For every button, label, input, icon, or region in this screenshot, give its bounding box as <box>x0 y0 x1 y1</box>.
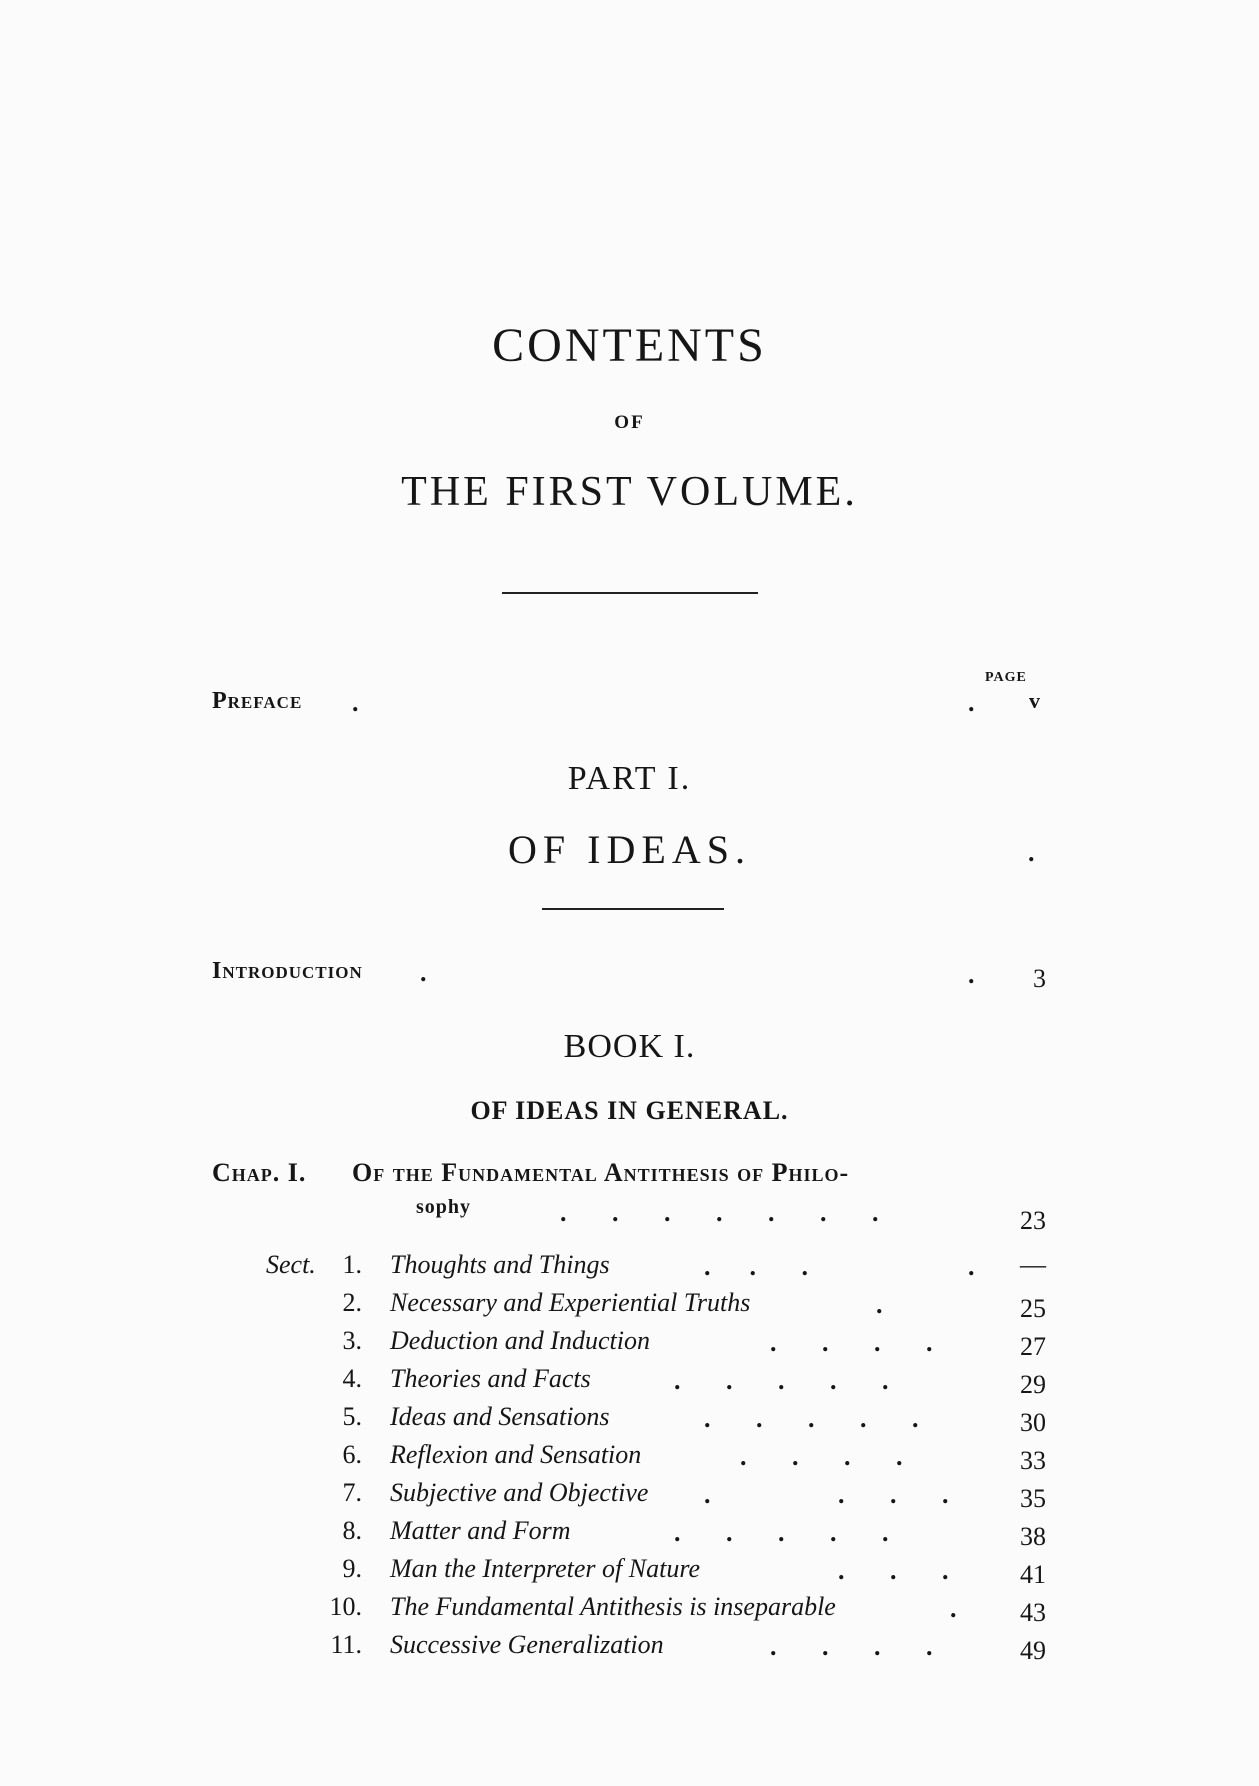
preface-label: Preface <box>212 688 303 714</box>
part-divider <box>542 908 724 910</box>
section-number: 8. <box>342 1516 362 1545</box>
section-leader-dots: . . . . . <box>704 1404 919 1433</box>
sect-label: Sect. <box>266 1250 316 1279</box>
section-leader-dots: . . . . <box>770 1328 933 1357</box>
section-page: 30 <box>1020 1408 1046 1437</box>
page-column-label: PAGE <box>985 670 1027 685</box>
section-leader-dots: . . . . . <box>674 1366 889 1395</box>
section-number: 7. <box>342 1478 362 1507</box>
section-leader-dots: . <box>950 1594 957 1623</box>
section-number: 3. <box>342 1326 362 1355</box>
chapter-title-continued: sophy <box>416 1196 472 1218</box>
section-title: Reflexion and Sensation <box>390 1440 642 1469</box>
section-number: 11. <box>330 1630 362 1659</box>
section-leader-dots: . . . . . <box>674 1518 889 1547</box>
section-number: 1. <box>342 1250 362 1279</box>
leader-dot: . <box>968 688 975 717</box>
section-title: Successive Generalization <box>390 1630 664 1659</box>
section-title: Necessary and Experiential Truths <box>390 1288 751 1317</box>
section-title: Thoughts and Things <box>390 1250 610 1279</box>
book-label: BOOK I. <box>563 1028 696 1065</box>
section-page: 29 <box>1020 1370 1046 1399</box>
section-page: 43 <box>1020 1598 1046 1627</box>
section-page: 25 <box>1020 1294 1046 1323</box>
section-page: 27 <box>1020 1332 1046 1361</box>
section-title: Subjective and Objective <box>390 1478 649 1507</box>
section-page: 38 <box>1020 1522 1046 1551</box>
section-leader-dots: . . . <box>704 1252 808 1281</box>
leader-dot: . <box>420 958 427 987</box>
section-leader-dots: . . . <box>838 1556 949 1585</box>
part-title: OF IDEAS. <box>508 827 751 872</box>
section-page: 33 <box>1020 1446 1046 1475</box>
introduction-label: Introduction <box>212 958 363 984</box>
section-title: Deduction and Induction <box>390 1326 650 1355</box>
section-title: Theories and Facts <box>390 1364 591 1393</box>
book-title: OF IDEAS IN GENERAL. <box>470 1096 789 1125</box>
introduction-page: 3 <box>1033 964 1046 993</box>
preface-page: v <box>1029 688 1040 713</box>
section-number: 4. <box>342 1364 362 1393</box>
section-leader-dots: . <box>704 1480 711 1509</box>
section-leader-dots: . . . <box>838 1480 949 1509</box>
leader-dot: . <box>352 688 359 717</box>
section-number: 5. <box>342 1402 362 1431</box>
stray-dot: . <box>1028 838 1035 867</box>
section-title: Man the Interpreter of Nature <box>390 1554 701 1583</box>
top-divider <box>502 592 758 594</box>
chapter-page: 23 <box>1020 1206 1046 1235</box>
part-label: PART I. <box>567 760 692 797</box>
section-leader-dots: . . . . <box>740 1442 903 1471</box>
page-subtitle: THE FIRST VOLUME. <box>401 469 858 515</box>
chapter-label: Chap. I. <box>212 1158 307 1187</box>
chapter-leader-dots: . . . . . . . <box>560 1198 879 1227</box>
section-title: Matter and Form <box>390 1516 571 1545</box>
section-page: 41 <box>1020 1560 1046 1589</box>
section-leader-dots: . <box>968 1252 975 1281</box>
section-page: 49 <box>1020 1636 1046 1665</box>
section-title: Ideas and Sensations <box>390 1402 610 1431</box>
section-number: 2. <box>342 1288 362 1317</box>
section-title: The Fundamental Antithesis is inseparable <box>390 1592 836 1621</box>
section-leader-dots: . . . . <box>770 1632 933 1661</box>
leader-dot: . <box>968 960 975 989</box>
chapter-title: Of the Fundamental Antithesis of Philo- <box>352 1158 850 1187</box>
page-title: CONTENTS <box>492 319 767 372</box>
section-number: 6. <box>342 1440 362 1469</box>
section-page: — <box>1020 1250 1046 1279</box>
section-page: 35 <box>1020 1484 1046 1513</box>
section-number: 10. <box>329 1592 362 1621</box>
title-of: OF <box>614 412 645 433</box>
section-number: 9. <box>342 1554 362 1583</box>
section-leader-dots: . <box>876 1290 883 1319</box>
